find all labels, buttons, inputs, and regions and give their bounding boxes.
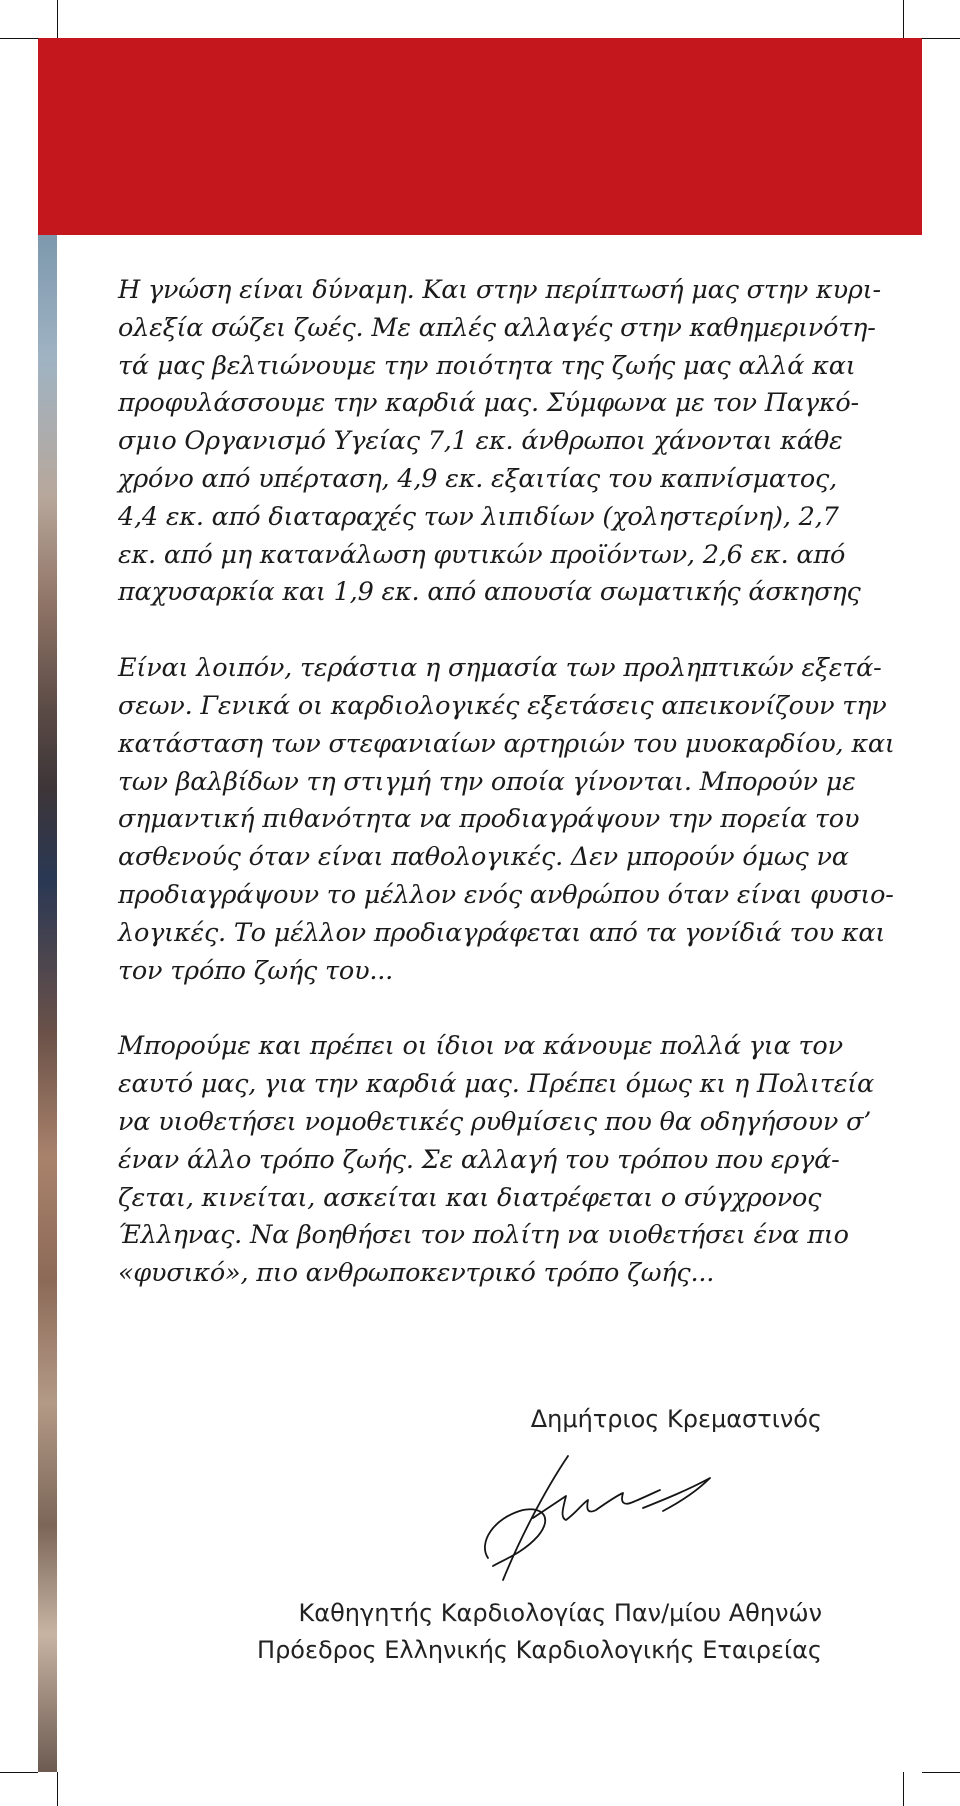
crop-mark-bottom-right-v: [903, 1772, 904, 1806]
crop-mark-top-right-h: [922, 38, 960, 39]
text-line: έναν άλλο τρόπο ζωής. Σε αλλαγή του τρόπου που εργά-: [118, 1144, 840, 1175]
author-name: Δημήτριος Κρεμαστινός: [530, 1405, 822, 1433]
letter-body: [118, 272, 895, 1331]
text-line: τον τρόπο ζωής του...: [118, 955, 394, 986]
text-line: «φυσικό», πιο ανθρωποκεντρικό τρόπο ζωής...: [118, 1258, 715, 1289]
paragraph-3: [118, 1028, 875, 1293]
text-line: Έλληνας. Να βοηθήσει τον πολίτη να υιοθετήσει ένα πιο: [118, 1220, 849, 1251]
text-line: παχυσαρκία και 1,9 εκ. από απουσία σωματικής άσκησης: [118, 577, 861, 608]
text-line: 4,4 εκ. από διαταραχές των λιπιδίων (χοληστερίνη), 2,7: [118, 501, 839, 532]
crop-mark-bottom-right-h: [922, 1772, 960, 1773]
text-line: ασθενούς όταν είναι παθολογικές. Δεν μπορούν όμως να: [118, 842, 849, 873]
text-line: Η γνώση είναι δύναμη. Και στην περίπτωσή μας στην κυρι-: [118, 275, 881, 305]
text-line: χρόνο από υπέρταση, 4,9 εκ. εξαιτίας του καπνίσματος,: [118, 463, 838, 494]
text-line: να υιοθετήσει νομοθετικές ρυθμίσεις που θα οδηγήσουν σ’: [118, 1106, 872, 1137]
paragraph-1: [118, 272, 881, 612]
crop-mark-top-left-v: [57, 0, 58, 38]
text-line: ολεξία σώζει ζωές. Με απλές αλλαγές στην καθημερινότη-: [118, 312, 876, 343]
author-titles: [0, 1595, 822, 1669]
text-line: εαυτό μας, για την καρδιά μας. Πρέπει όμως κι η Πολιτεία: [118, 1069, 875, 1100]
crop-mark-top-right-v: [903, 0, 904, 38]
text-line: των βαλβίδων τη στιγμή την οποία γίνονται. Μπορούν με: [118, 766, 856, 797]
author-title-society: Πρόεδρος Ελληνικής Καρδιολογικής Εταιρείας: [257, 1636, 822, 1664]
paragraph-2: [118, 650, 895, 990]
text-line: σεων. Γενικά οι καρδιολογικές εξετάσεις απεικονίζουν την: [118, 690, 887, 721]
text-line: κατάσταση των στεφανιαίων αρτηριών του μυοκαρδίου, και: [118, 728, 895, 759]
text-line: προδιαγράψουν το μέλλον ενός ανθρώπου όταν είναι φυσιο-: [118, 879, 894, 910]
crop-mark-top-left-h: [0, 38, 38, 39]
text-line: Είναι λοιπόν, τεράστια η σημασία των προληπτικών εξετά-: [118, 653, 882, 684]
text-line: λογικές. Το μέλλον προδιαγράφεται από τα γονίδιά του και: [118, 917, 886, 948]
crop-mark-bottom-left-h: [0, 1772, 38, 1773]
text-line: προφυλάσσουμε την καρδιά μας. Σύμφωνα με τον Παγκό-: [118, 388, 859, 419]
crop-mark-bottom-left-v: [57, 1772, 58, 1806]
text-line: σμιο Οργανισμό Υγείας 7,1 εκ. άνθρωποι χάνονται κάθε: [118, 426, 843, 457]
text-line: σημαντική πιθανότητα να προδιαγράψουν την πορεία του: [118, 804, 860, 835]
text-line: ζεται, κινείται, ασκείται και διατρέφεται ο σύγχρονος: [118, 1182, 822, 1213]
header-red-band: [38, 38, 922, 235]
photo-edge-strip: [38, 235, 57, 1772]
handwritten-signature: [448, 1448, 718, 1583]
author-title-university: Καθηγητής Καρδιολογίας Παν/μίου Αθηνών: [298, 1599, 822, 1627]
text-line: εκ. από μη κατανάλωση φυτικών προϊόντων, 2,6 εκ. από: [118, 539, 846, 570]
text-line: τά μας βελτιώνουμε την ποιότητα της ζωής μας αλλά και: [118, 350, 856, 381]
text-line: Μπορούμε και πρέπει οι ίδιοι να κάνουμε πολλά για τον: [118, 1031, 843, 1062]
